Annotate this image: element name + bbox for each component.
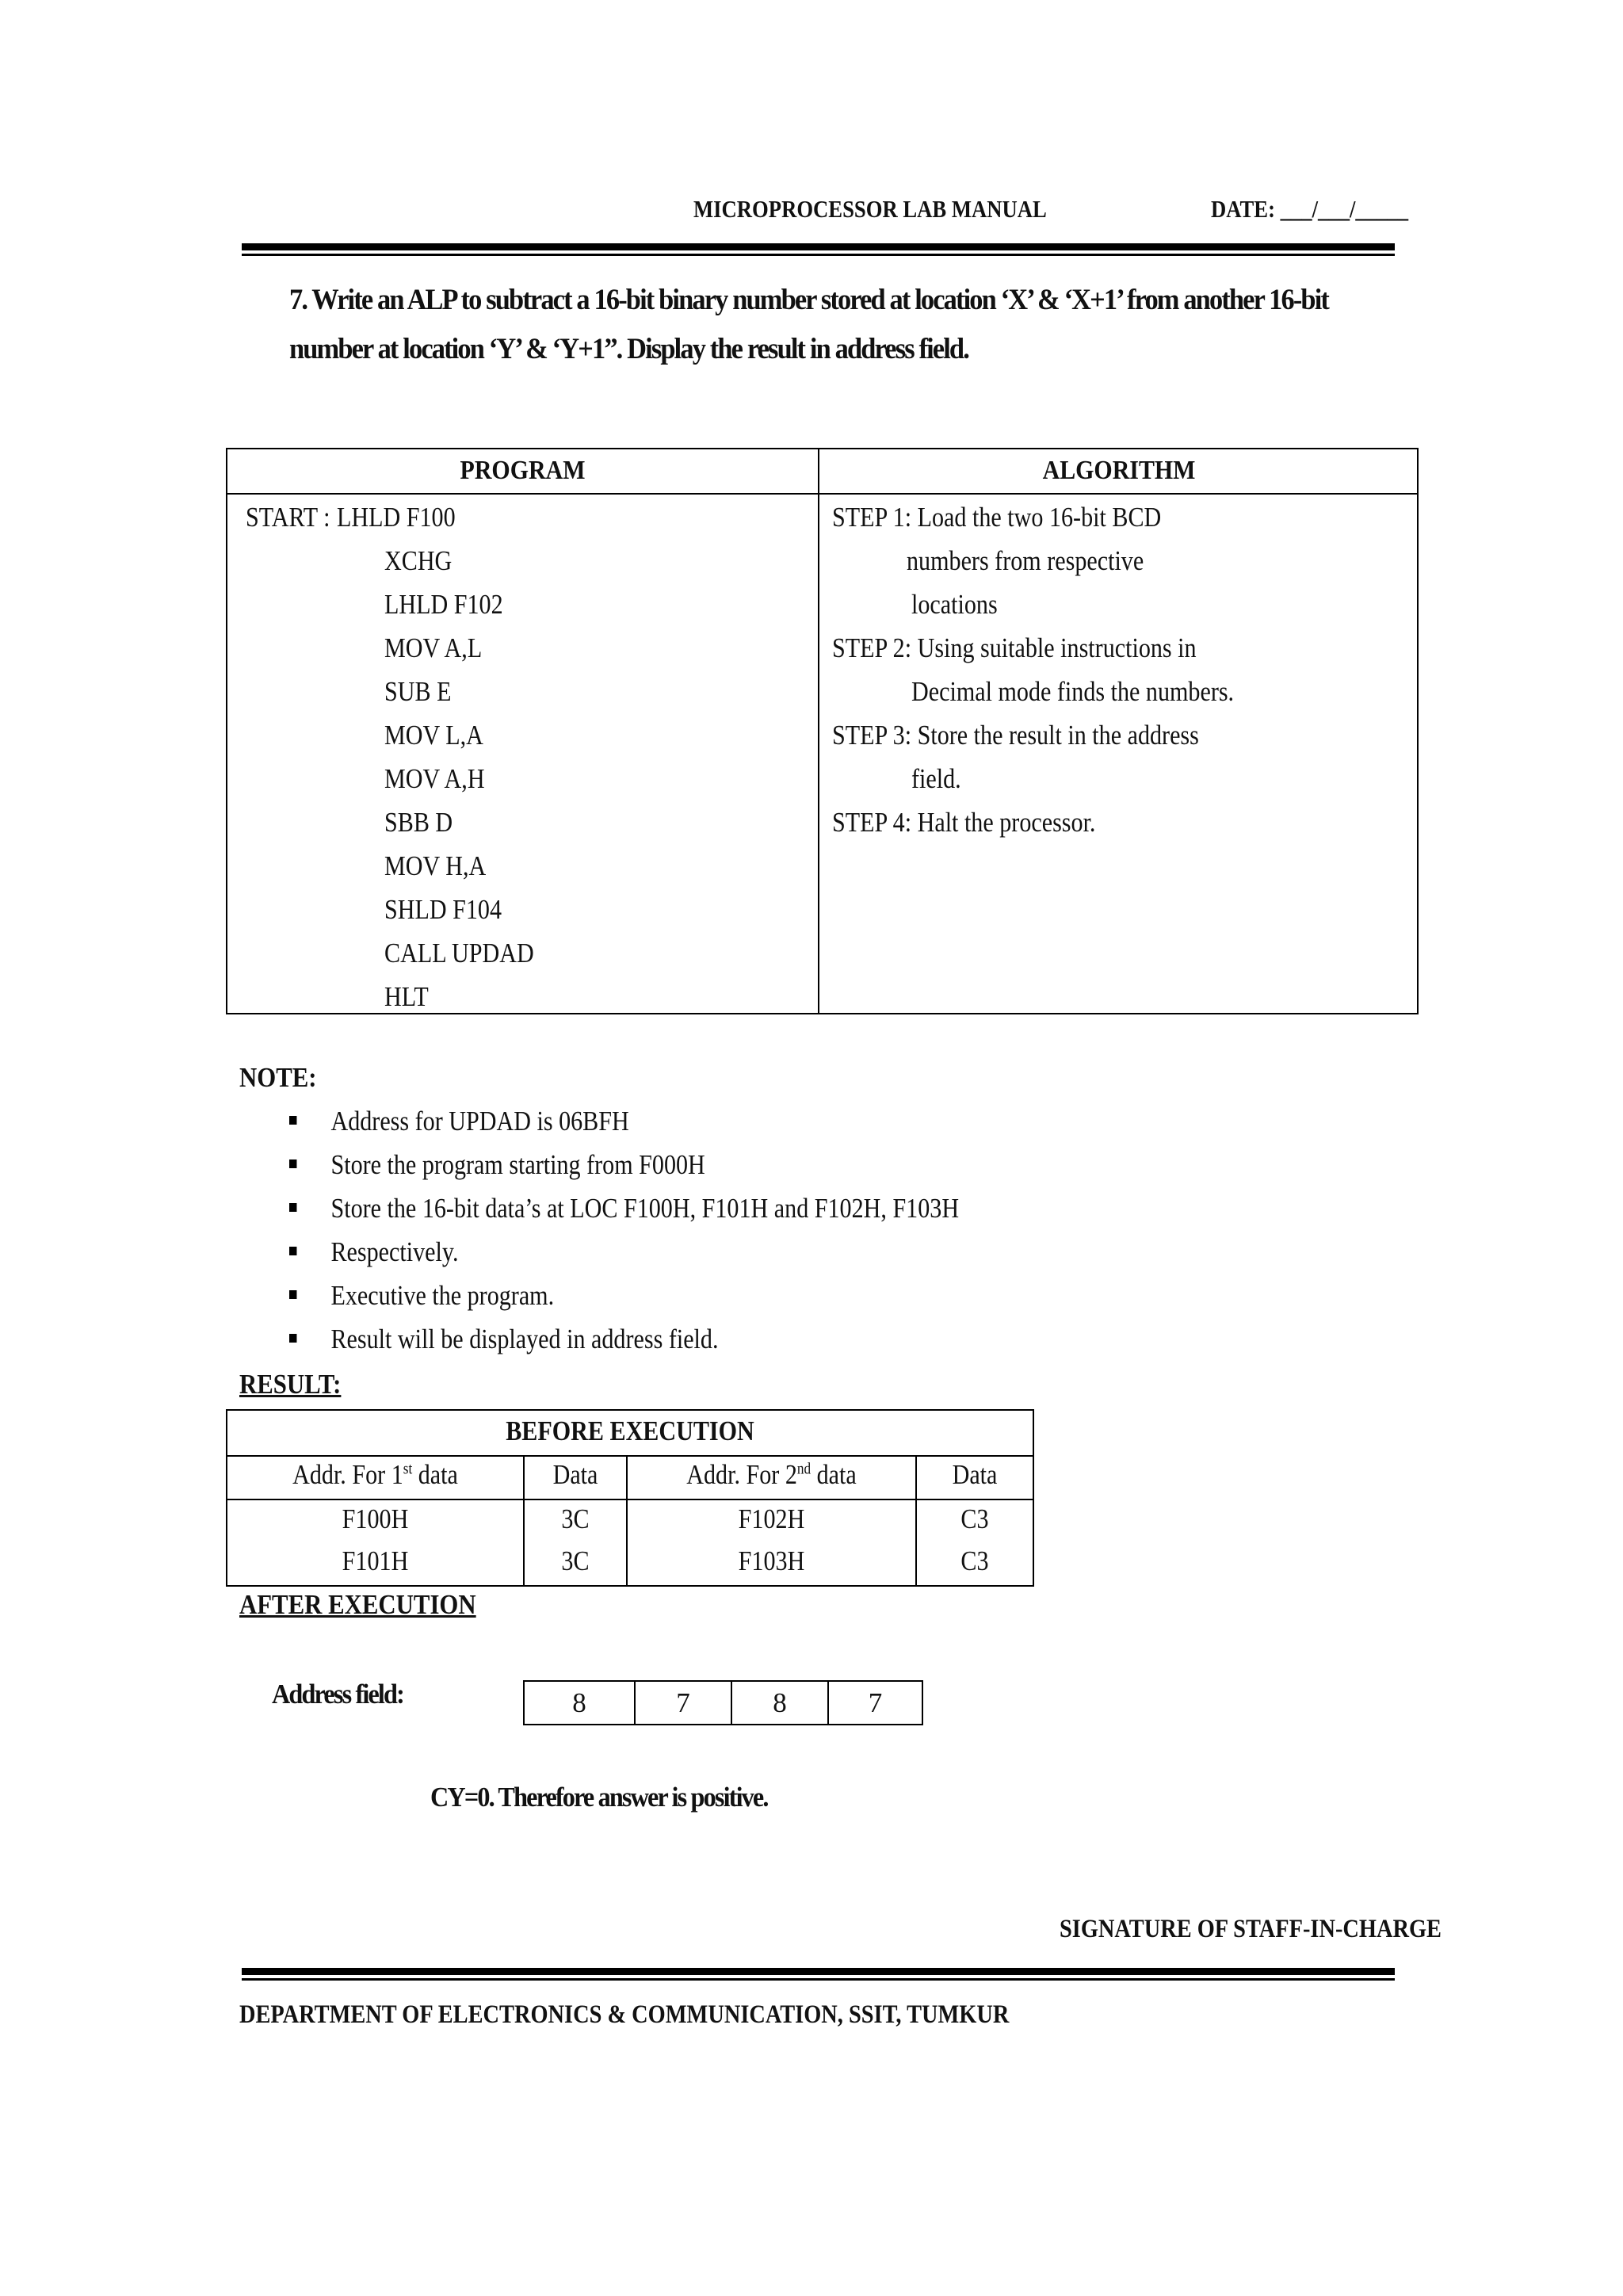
carry-note: CY=0. Therefore answer is positive. — [430, 1782, 768, 1813]
table-cell: F102H — [738, 1503, 805, 1534]
bullet-icon — [289, 1116, 296, 1125]
program-line: MOV A,H — [384, 763, 485, 794]
table-divider — [227, 1455, 1033, 1457]
note-title: NOTE: — [239, 1062, 317, 1093]
program-header: PROGRAM — [460, 456, 586, 485]
bullet-icon — [289, 1290, 296, 1299]
col-addr-second-sup: nd — [796, 1460, 812, 1478]
col-addr-first-prefix: Addr. For 1 — [292, 1459, 403, 1490]
table-divider — [523, 1455, 525, 1585]
algorithm-line: Decimal mode finds the numbers. — [911, 676, 1235, 707]
footer-rule-thick — [242, 1968, 1395, 1975]
note-item — [289, 1280, 554, 1312]
program-line: HLT — [384, 981, 429, 1012]
before-execution-title: BEFORE EXECUTION — [506, 1415, 754, 1446]
note-item-text: Executive the program. — [330, 1280, 555, 1311]
footer-department: DEPARTMENT OF ELECTRONICS & COMMUNICATION, SSIT, TUMKUR — [239, 2000, 1010, 2029]
table-header-divider — [227, 493, 1417, 495]
table-cell: F103H — [738, 1545, 805, 1576]
table-cell: F100H — [342, 1503, 409, 1534]
bullet-icon — [289, 1203, 296, 1212]
table-divider — [915, 1455, 917, 1585]
address-field-label: Address field: — [272, 1679, 403, 1710]
note-item — [289, 1149, 705, 1181]
col-addr-first-sup: st — [403, 1460, 413, 1478]
col-addr-second-prefix: Addr. For 2 — [686, 1459, 797, 1490]
after-execution-title: AFTER EXECUTION — [239, 1589, 476, 1620]
col-addr-first — [248, 1459, 502, 1491]
program-line: LHLD F100 — [337, 502, 456, 533]
algorithm-line: locations — [911, 589, 998, 620]
algorithm-header: ALGORITHM — [1042, 456, 1196, 485]
note-item-text: Store the program starting from F000H — [330, 1149, 705, 1180]
header-date: DATE: ___/___/_____ — [1211, 195, 1409, 223]
footer-rule-thin — [242, 1978, 1395, 1981]
signature-label: SIGNATURE OF STAFF-IN-CHARGE — [1060, 1915, 1442, 1943]
address-field-box — [523, 1680, 923, 1725]
note-item — [289, 1106, 629, 1137]
algorithm-line: numbers from respective — [907, 545, 1144, 576]
algorithm-line: STEP 3: Store the result in the address — [832, 720, 1199, 751]
question-text: 7. Write an ALP to subtract a 16-bit binary number stored at location ‘X’ & ‘X+1’ from another 16-bit number at location ‘Y’ & ‘Y+1”. Display the result in address field. — [289, 284, 1328, 365]
table-divider — [227, 1499, 1033, 1500]
program-line: XCHG — [384, 545, 453, 576]
algorithm-line: STEP 4: Halt the processor. — [832, 807, 1096, 838]
program-line: SHLD F104 — [384, 894, 502, 925]
algorithm-line: STEP 1: Load the two 16-bit BCD — [832, 502, 1162, 533]
program-table — [226, 448, 1419, 1014]
program-line: MOV H,A — [384, 850, 487, 881]
col-addr-second — [647, 1459, 895, 1491]
header-rule-thick — [242, 243, 1395, 250]
program-line: MOV L,A — [384, 720, 483, 751]
table-cell: C3 — [960, 1503, 989, 1534]
note-item-text: Result will be displayed in address field. — [330, 1324, 719, 1354]
program-line: SUB E — [384, 676, 452, 707]
bullet-icon — [289, 1334, 296, 1343]
header-title: MICROPROCESSOR LAB MANUAL — [693, 195, 1047, 223]
algorithm-line: STEP 2: Using suitable instructions in — [832, 632, 1197, 663]
bullet-icon — [289, 1247, 296, 1255]
col-data-first: Data — [552, 1459, 598, 1490]
program-line: SBB D — [384, 807, 453, 838]
table-cell: C3 — [960, 1545, 989, 1576]
table-divider — [626, 1455, 628, 1585]
note-item — [289, 1324, 719, 1355]
table-cell: 3C — [561, 1545, 590, 1576]
col-addr-second-suffix: data — [811, 1459, 857, 1490]
algorithm-line: field. — [911, 763, 961, 794]
note-item-text: Store the 16-bit data’s at LOC F100H, F101H and F102H, F103H — [330, 1193, 960, 1224]
program-start-label: START : — [246, 502, 330, 533]
program-line: MOV A,L — [384, 632, 483, 663]
note-item-text: Address for UPDAD is 06BFH — [330, 1106, 629, 1137]
before-execution-table — [226, 1409, 1034, 1587]
note-item-text: Respectively. — [330, 1236, 459, 1267]
address-digit: 8 — [773, 1687, 787, 1718]
note-item — [289, 1236, 459, 1268]
table-cell: 3C — [561, 1503, 590, 1534]
table-cell: F101H — [342, 1545, 409, 1576]
header-rule-thin — [242, 254, 1395, 256]
table-column-divider — [818, 449, 819, 1013]
program-line: CALL UPDAD — [384, 938, 534, 968]
col-data-second: Data — [952, 1459, 998, 1490]
program-line: LHLD F102 — [384, 589, 503, 620]
address-digit: 7 — [676, 1687, 690, 1718]
address-digit: 8 — [572, 1687, 586, 1718]
result-title: RESULT: — [239, 1369, 342, 1400]
address-digit: 7 — [868, 1687, 883, 1718]
col-addr-first-suffix: data — [412, 1459, 458, 1490]
note-item — [289, 1193, 959, 1224]
bullet-icon — [289, 1159, 296, 1168]
